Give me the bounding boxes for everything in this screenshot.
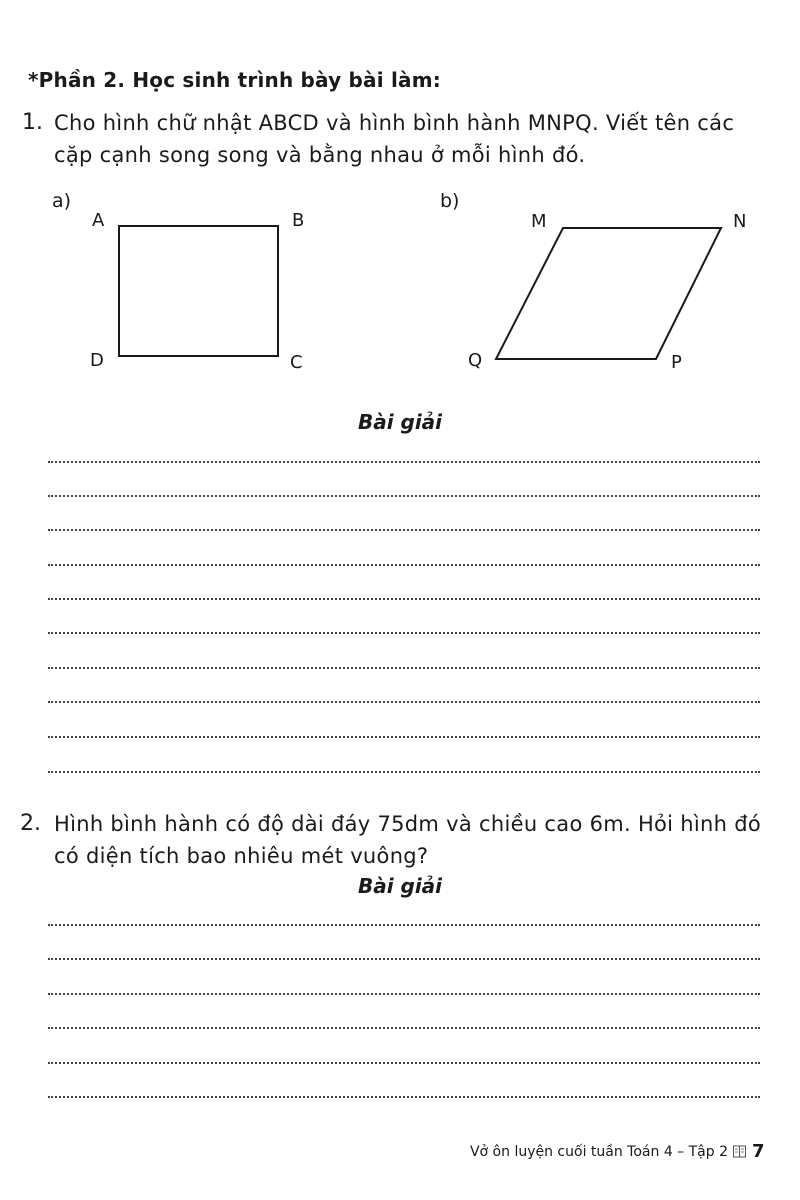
vertex-n: N — [733, 211, 747, 232]
book-icon — [733, 1145, 746, 1158]
page-number: 7 — [752, 1141, 765, 1162]
answer-line[interactable] — [48, 771, 760, 773]
answer-line[interactable] — [48, 1096, 760, 1098]
rectangle-abcd — [119, 226, 278, 356]
answer-line[interactable] — [48, 701, 760, 703]
vertex-q: Q — [468, 350, 483, 371]
figure-b-label: b) — [440, 190, 460, 212]
parallelogram-mnpq — [496, 228, 721, 359]
question-1-number: 1. — [22, 110, 43, 135]
vertex-m: M — [531, 211, 547, 232]
vertex-b: B — [292, 210, 305, 231]
figure-a-label: a) — [52, 190, 72, 212]
answer-line[interactable] — [48, 736, 760, 738]
question-1-solution-heading: Bài giải — [357, 410, 443, 434]
answer-line[interactable] — [48, 667, 760, 669]
answer-line[interactable] — [48, 1027, 760, 1029]
question-2-line-2: có diện tích bao nhiêu mét vuông? — [54, 844, 429, 868]
answer-line[interactable] — [48, 461, 760, 463]
vertex-a: A — [92, 210, 105, 231]
vertex-p: P — [671, 352, 682, 373]
answer-line[interactable] — [48, 495, 760, 497]
answer-line[interactable] — [48, 529, 760, 531]
footer-book-title: Vở ôn luyện cuối tuần Toán 4 – Tập 2 — [469, 1144, 728, 1160]
answer-line[interactable] — [48, 564, 760, 566]
question-2-number: 2. — [20, 811, 41, 836]
question-1-line-1: Cho hình chữ nhật ABCD và hình bình hành MNPQ. Viết tên các — [54, 111, 735, 135]
answer-line[interactable] — [48, 632, 760, 634]
answer-line[interactable] — [48, 598, 760, 600]
section-title: *Phần 2. Học sinh trình bày bài làm: — [28, 68, 441, 92]
question-2-solution-heading: Bài giải — [357, 874, 443, 898]
answer-line[interactable] — [48, 1062, 760, 1064]
vertex-d: D — [90, 350, 104, 371]
answer-line[interactable] — [48, 924, 760, 926]
question-1-line-2: cặp cạnh song song và bằng nhau ở mỗi hình đó. — [54, 143, 586, 167]
figures-canvas — [0, 0, 800, 400]
answer-line[interactable] — [48, 958, 760, 960]
vertex-c: C — [290, 352, 303, 373]
question-2-line-1: Hình bình hành có độ dài đáy 75dm và chiều cao 6m. Hỏi hình đó — [54, 812, 762, 836]
answer-line[interactable] — [48, 993, 760, 995]
